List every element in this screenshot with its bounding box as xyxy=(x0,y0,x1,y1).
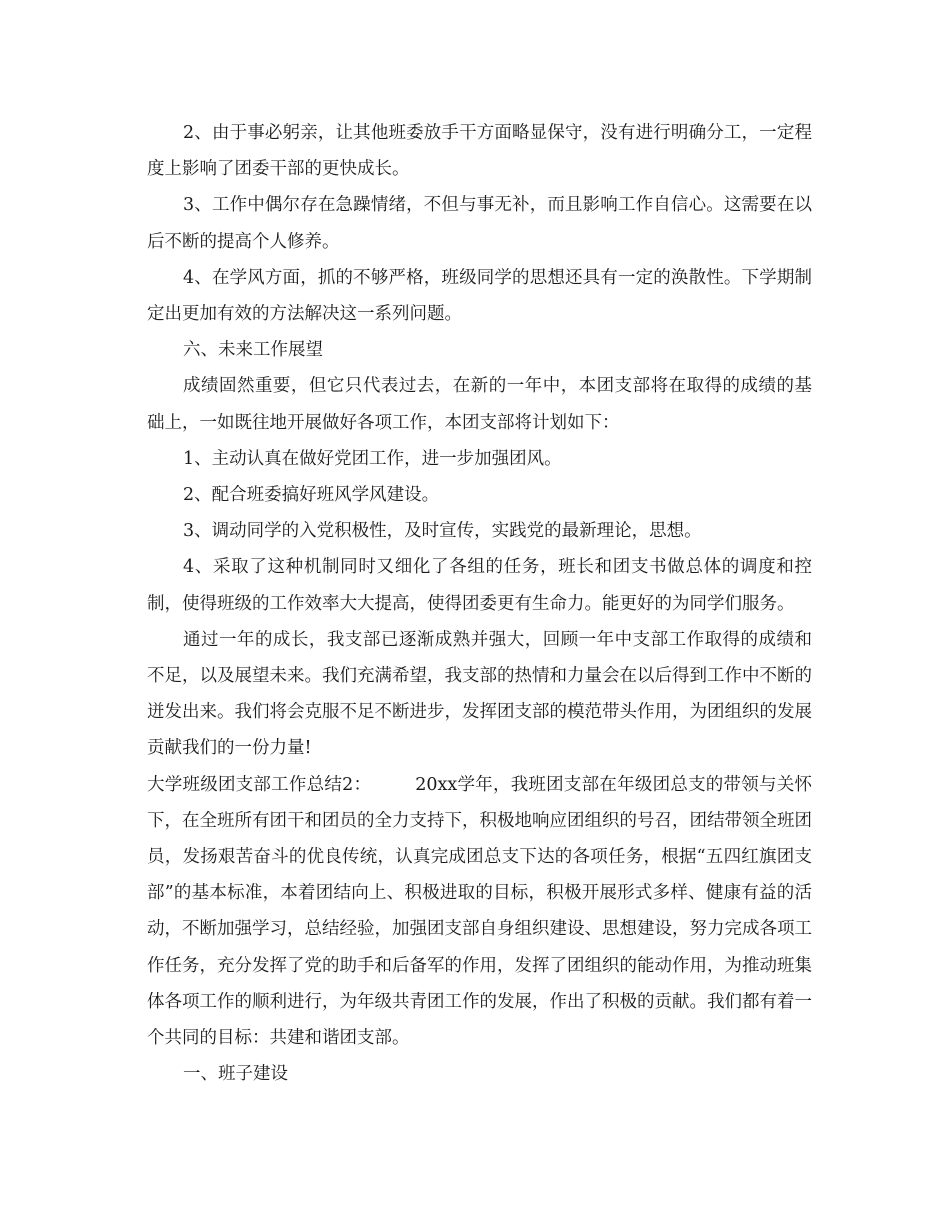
section-heading-future-outlook: 六、未来工作展望 xyxy=(183,340,323,361)
summary-2-heading: 大学班级团支部工作总结2： xyxy=(147,774,372,795)
plan-item-3: 3、调动同学的入党积极性，及时宣传，实践党的最新理论，思想。 xyxy=(183,521,702,542)
summary-2-body: 20xx学年，我班团支部在年级团总支的带领与关怀下，在全班所有团干和团员的全力支持下，积极地响应团组织的号召，团结带领全班团员，发扬艰苦奋斗的优良传统，认真完成团总支下达的各项任务，根据“五四红旗团支部”的基本标准，本着团结向上、积极进取的目标，积极开展形式多样、健康有益的活动，不断加强学习，总结经验，加强团支部自身组织建设、思想建设，努力完成各项工作任务，充分发挥了党的助手和后备军的作用，发挥了团组织的能动作用，为推动班集体各项工作的顺利进行，为年级共青团工作的发展，作出了积极的贡献。我们都有着一个共同的目标：共建和谐团支部。 xyxy=(147,774,812,1049)
paragraph-conclusion: 通过一年的成长，我支部已逐渐成熟并强大，回顾一年中支部工作取得的成绩和不足，以及展望未来。我们充满希望，我支部的热情和力量会在以后得到工作中不断的迸发出来。我们将会克服不足不断进步，发挥团支部的模范带头作用，为团组织的发展贡献我们的一份力量! xyxy=(147,629,812,759)
plan-item-4: 4、采取了这种机制同时又细化了各组的任务，班长和团支书做总体的调度和控制，使得班级的工作效率大大提高，使得团委更有生命力。能更好的为同学们服务。 xyxy=(147,557,812,614)
plan-item-1: 1、主动认真在做好党团工作，进一步加强团风。 xyxy=(183,448,562,469)
paragraph-shortcoming-4: 4、在学风方面，抓的不够严格，班级同学的思想还具有一定的涣散性。下学期制定出更加有效的方法解决这一系列问题。 xyxy=(147,267,812,325)
paragraph-summary-2 xyxy=(147,767,812,1057)
plan-item-2: 2、配合班委搞好班风学风建设。 xyxy=(183,485,440,506)
paragraph-shortcoming-3: 3、工作中偶尔存在急躁情绪，不但与事无补，而且影响工作自信心。这需要在以后不断的提高个人修养。 xyxy=(147,195,812,252)
paragraph-outlook-intro: 成绩固然重要，但它只代表过去，在新的一年中，本团支部将在取得的成绩的基础上，一如既往地开展做好各项工作，本团支部将计划如下： xyxy=(147,376,812,433)
paragraph-shortcoming-2: 2、由于事必躬亲，让其他班委放手干方面略显保守，没有进行明确分工，一定程度上影响了团委干部的更快成长。 xyxy=(147,123,812,180)
document-body xyxy=(147,115,812,1092)
section-heading-team-building: 一、班子建设 xyxy=(183,1064,288,1085)
